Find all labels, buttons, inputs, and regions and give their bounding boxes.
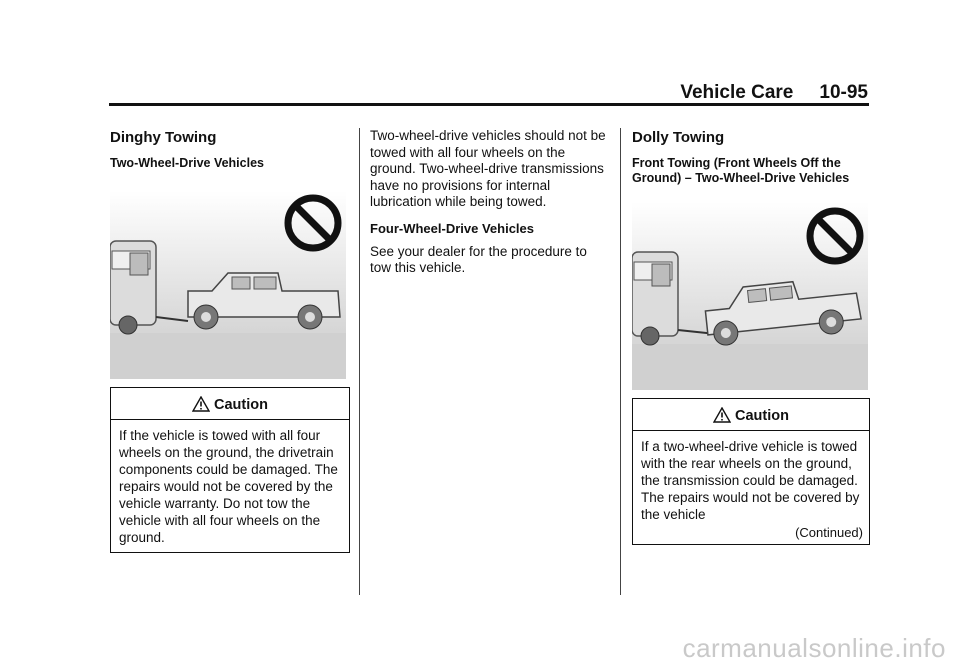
page-number: 10-95 [819,82,868,103]
column-2 [370,128,610,287]
four-wheel-drive-paragraph: See your dealer for the procedure to tow this vehicle. [370,243,587,275]
column-3 [632,128,870,545]
two-wheel-drive-subheading: Two-Wheel-Drive Vehicles [110,156,264,170]
column-divider [359,128,360,595]
page-header [680,82,868,104]
front-towing-subheading: Front Towing (Front Wheels Off the Ground) – Two-Wheel-Drive Vehicles [632,156,850,185]
watermark: carmanualsonline.info [682,633,946,663]
two-wheel-drive-paragraph: Two-wheel-drive vehicles should not be towed with all four wheels on the ground. Two-wheel-drive transmissions have no provisions for internal lubrication while being towed. [370,128,606,209]
caution-title: Caution [735,408,789,424]
dolly-towing-illustration [632,202,868,390]
caution-box [110,387,350,553]
continued-label: (Continued) [795,525,863,540]
column-divider [620,128,621,595]
dinghy-towing-illustration [110,191,346,379]
dolly-towing-heading: Dolly Towing [632,129,725,146]
caution-text: If the vehicle is towed with all four wheels on the ground, the drivetrain components could be damaged. The repairs would not be covered by the vehicle warranty. Do not tow the vehicle with all four wheels on the ground. [119,428,338,545]
caution-title-row [111,388,349,420]
column-1 [110,128,350,553]
caution-box [632,398,870,545]
warning-triangle-icon [713,407,731,423]
caution-text: If a two-wheel-drive vehicle is towed with the rear wheels on the ground, the transmission could be damaged. The repairs would not be covered by the vehicle [641,439,860,522]
caution-title-row [633,399,869,431]
warning-triangle-icon [192,396,210,412]
header-rule [109,103,869,106]
dinghy-towing-heading: Dinghy Towing [110,129,217,146]
caution-title: Caution [214,397,268,413]
four-wheel-drive-subheading: Four-Wheel-Drive Vehicles [370,220,534,236]
section-title: Vehicle Care [680,82,794,103]
